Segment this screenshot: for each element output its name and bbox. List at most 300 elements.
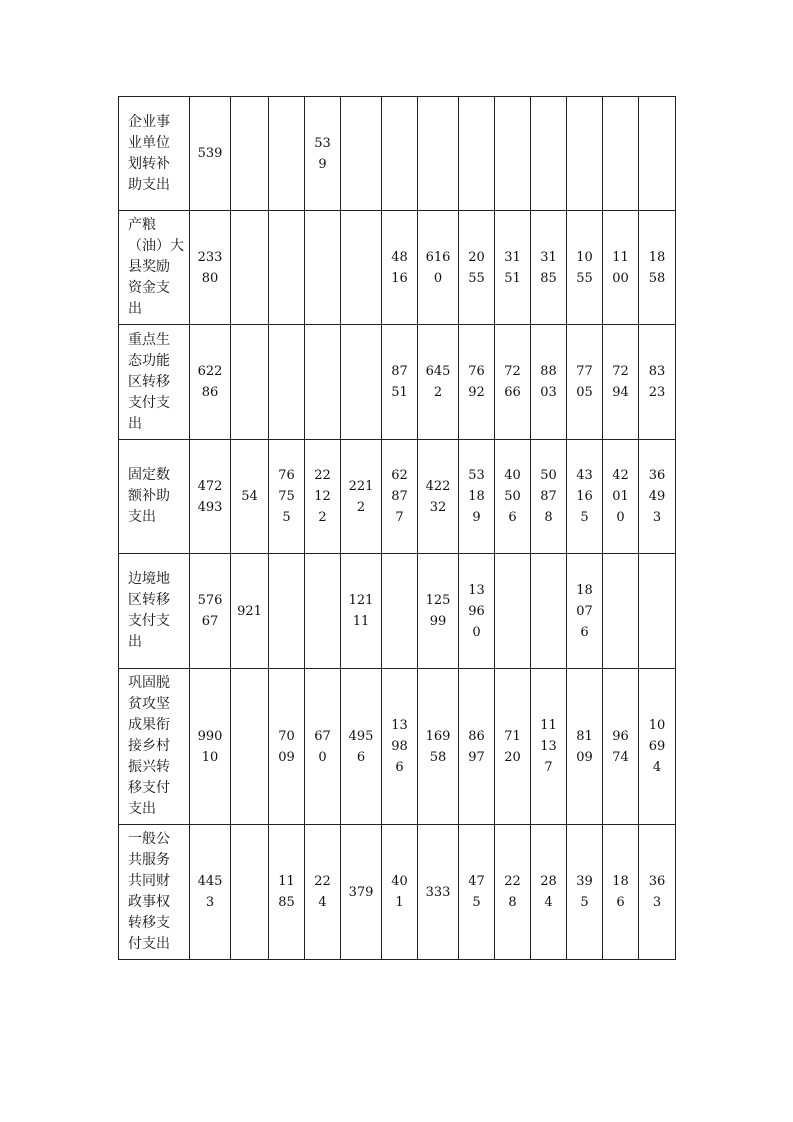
value-cell [341,669,382,825]
cell-text-line: 10 [201,749,219,765]
cell-text-line: 72 [504,364,521,379]
cell-text-line: 53 [314,135,331,151]
value-cell [190,554,231,669]
value-text [576,247,593,289]
value-text [649,361,666,403]
value-cell [418,97,459,211]
value-cell [639,211,676,325]
cell-text-line: 振兴转 [128,759,170,775]
value-cell [495,440,531,554]
cell-text-line: 39 [576,874,593,889]
value-text [426,726,451,768]
cell-text-line: 472 [197,478,223,494]
cell-text-line: 71 [504,728,521,744]
cell-text-line: 66 [504,385,521,400]
cell-text-line: 出 [128,301,142,317]
cell-text-line: 83 [648,364,666,379]
value-cell [531,554,567,669]
value-text [576,580,593,643]
cell-text-line: 巩固脱 [128,675,170,691]
value-text [241,486,258,507]
cell-text-line: 13 [468,582,485,598]
cell-text-line: 42 [612,468,629,483]
cell-text-line: 96 [468,603,485,619]
cell-text-line: 支出 [128,509,156,525]
value-text [198,871,223,913]
cell-text-line: 86 [201,385,219,400]
value-text [649,715,666,778]
cell-text-line: 87 [391,364,408,379]
cell-text-line: 8 [508,895,517,910]
cell-text-line: 0 [616,510,625,525]
cell-text-line: 态功能 [128,352,170,369]
value-text [468,247,485,289]
value-cell [231,825,269,960]
value-text [426,476,451,518]
value-text [612,361,629,403]
value-cell [269,325,305,440]
value-text [198,361,223,403]
cell-text-line: 区转移 [128,592,170,608]
cell-text-line: 76 [468,364,485,379]
cell-text-line: 出 [128,634,142,650]
cell-text-line: 22 [314,468,331,483]
cell-text-line: 55 [576,270,593,286]
value-text [426,247,451,289]
value-text [391,361,408,403]
cell-text-line: 6 [580,624,589,640]
value-cell [418,554,459,669]
value-text [426,590,451,632]
value-text [278,871,295,913]
value-cell [269,440,305,554]
row-label [119,97,190,211]
value-cell [567,325,603,440]
cell-text-line: 32 [429,499,447,515]
value-cell [459,440,495,554]
value-cell [603,825,639,960]
cell-text-line: 97 [468,749,485,765]
value-text [540,465,557,528]
cell-text-line: 169 [425,728,451,744]
cell-text-line: 2 [356,499,366,515]
value-cell [341,825,382,960]
cell-text-line: 0 [472,624,481,640]
value-cell [567,97,603,211]
value-text [314,871,331,913]
value-cell [495,825,531,960]
value-cell [603,325,639,440]
value-cell [603,440,639,554]
cell-text-line: 92 [468,385,485,400]
cell-text-line: 03 [540,385,557,400]
cell-text-line: 493 [197,499,223,515]
cell-text-line: 85 [540,270,557,286]
value-cell [269,211,305,325]
value-cell [531,211,567,325]
row-label [119,825,190,960]
cell-text-line: 62 [391,468,408,483]
cell-text-line: 31 [504,249,521,265]
value-text [468,465,485,528]
cell-text-line: 81 [576,728,593,744]
value-cell [269,669,305,825]
value-cell [305,97,341,211]
cell-text-line: 助支出 [128,176,170,193]
value-cell [567,669,603,825]
cell-text-line: 379 [348,884,374,900]
cell-text-line: 539 [197,146,223,161]
cell-text-line: 80 [201,270,219,286]
value-text [349,476,374,518]
cell-text-line: 58 [648,270,666,286]
row-label [119,669,190,825]
table-row [119,825,676,960]
value-text [198,143,223,164]
table-row [119,211,676,325]
cell-text-line: 13 [391,718,408,733]
value-cell [418,440,459,554]
cell-text-line: 企业事 [128,113,170,130]
cell-text-line: 125 [425,593,451,608]
cell-text-line: 51 [504,270,521,286]
value-cell [382,97,418,211]
cell-text-line: 22 [314,874,331,889]
value-text [649,465,666,528]
cell-text-line: 18 [468,489,485,504]
value-cell [531,97,567,211]
value-cell [305,669,341,825]
value-cell [495,97,531,211]
value-cell [531,440,567,554]
cell-text-line: 6 [616,895,625,910]
value-cell [269,97,305,211]
cell-text-line: 28 [540,874,557,889]
value-text [576,465,593,528]
value-text [468,580,485,643]
cell-text-line: 11 [612,249,629,265]
cell-text-line: 48 [391,249,408,265]
value-text [540,247,557,289]
value-text [198,476,223,518]
value-cell [231,325,269,440]
cell-text-line: 共同财 [128,873,170,889]
value-cell [341,554,382,669]
cell-text-line: 616 [425,249,451,265]
cell-text-line: 5 [282,510,291,525]
value-cell [382,669,418,825]
cell-text-line: 5 [580,895,589,910]
value-cell [382,325,418,440]
row-label [119,211,190,325]
cell-text-line: 成果衔 [128,717,170,733]
value-cell [567,554,603,669]
value-text [198,590,223,632]
value-cell [269,554,305,669]
value-cell [341,325,382,440]
cell-text-line: 6 [508,510,517,525]
value-text [468,726,485,768]
cell-text-line: 51 [391,385,408,400]
cell-text-line: 共服务 [128,852,170,868]
cell-text-line: 0 [318,749,327,765]
value-cell [531,669,567,825]
cell-text-line: 921 [237,603,262,619]
cell-text-line: 58 [429,749,447,765]
value-text [540,871,557,913]
value-cell [459,211,495,325]
cell-text-line: 16 [576,489,593,504]
cell-text-line: 50 [504,489,521,504]
value-cell [459,97,495,211]
value-text [576,361,593,403]
cell-text-line: 74 [612,749,629,765]
value-text [426,882,451,903]
cell-text-line: 20 [504,749,521,765]
value-cell [495,325,531,440]
cell-text-line: 67 [314,728,331,744]
cell-text-line: 69 [648,739,666,754]
cell-text-line: 576 [197,593,223,608]
cell-text-line: 5 [472,895,481,910]
cell-text-line: 72 [612,364,629,379]
cell-text-line: 重点生 [128,331,170,348]
row-label [119,554,190,669]
cell-text-line: 划转补 [128,155,170,172]
cell-text-line: 422 [425,478,451,494]
cell-text-line: 9 [472,510,481,525]
cell-text-line: 70 [278,728,295,744]
cell-text-line: 转移支 [128,915,170,931]
cell-text-line: 20 [468,249,485,265]
value-cell [639,825,676,960]
cell-text-line: 6 [395,760,404,775]
cell-text-line: 固定数 [128,467,170,483]
cell-text-line: 资金支 [128,280,170,296]
value-text [349,882,374,903]
cell-text-line: 54 [241,489,258,504]
value-cell [231,669,269,825]
value-text [391,715,408,778]
cell-text-line: 49 [648,489,666,504]
value-cell [305,554,341,669]
value-cell [231,97,269,211]
cell-text-line: 23 [648,385,666,400]
value-cell [495,669,531,825]
value-cell [418,325,459,440]
value-cell [459,554,495,669]
cell-text-line: 22 [504,874,521,889]
value-text [576,726,593,768]
value-text [504,871,521,913]
cell-text-line: 98 [391,739,408,754]
cell-text-line: 区转移 [128,373,170,390]
cell-text-line: 3 [205,895,215,910]
value-text [198,726,223,768]
cell-text-line: 77 [576,364,593,379]
value-text [349,590,374,632]
value-cell [603,554,639,669]
cell-text-line: 1 [395,895,404,910]
value-text [612,726,629,768]
cell-text-line: 990 [197,728,223,744]
cell-text-line: 05 [576,385,593,400]
cell-text-line: 4 [318,895,327,910]
cell-text-line: 50 [540,468,557,483]
value-text [314,133,331,175]
value-cell [603,669,639,825]
value-text [612,247,629,289]
value-cell [459,669,495,825]
cell-text-line: 18 [648,249,666,265]
cell-text-line: 3 [652,510,662,525]
value-cell [459,825,495,960]
cell-text-line: 2 [318,510,327,525]
value-text [237,601,262,622]
cell-text-line: 01 [612,489,629,504]
value-text [540,715,557,778]
cell-text-line: 移支付 [128,780,170,796]
value-cell [639,669,676,825]
value-cell [231,440,269,554]
cell-text-line: 支出 [128,801,156,817]
value-cell [231,211,269,325]
cell-text-line: 94 [612,385,629,400]
value-cell [190,325,231,440]
cell-text-line: 4 [652,760,662,775]
cell-text-line: 00 [612,270,629,286]
value-text [649,871,666,913]
cell-text-line: 445 [197,874,223,889]
value-text [314,726,331,768]
value-text [504,361,521,403]
cell-text-line: 99 [429,614,447,629]
cell-text-line: 贫攻坚 [128,696,170,712]
value-text [504,465,521,528]
value-cell [190,825,231,960]
cell-text-line: 政事权 [128,894,170,910]
value-text [278,465,295,528]
value-cell [567,211,603,325]
cell-text-line: 11 [540,718,557,733]
cell-text-line: 86 [468,728,485,744]
cell-text-line: 07 [576,603,593,619]
value-cell [639,554,676,669]
cell-text-line: 43 [576,468,593,483]
value-text [612,465,629,528]
value-text [540,361,557,403]
table-row [119,669,676,825]
table-row [119,440,676,554]
value-cell [305,440,341,554]
cell-text-line: 11 [352,614,370,629]
cell-text-line: 4 [544,895,553,910]
value-cell [531,825,567,960]
cell-text-line: 出 [128,415,142,432]
cell-text-line: 7 [395,510,404,525]
value-text [504,726,521,768]
cell-text-line: 121 [348,593,374,608]
value-cell [459,325,495,440]
cell-text-line: 6 [356,749,366,765]
value-cell [305,325,341,440]
value-cell [567,440,603,554]
value-cell [567,825,603,960]
value-cell [418,825,459,960]
value-cell [531,325,567,440]
cell-text-line: 9 [318,156,327,172]
value-cell [603,211,639,325]
value-text [349,726,374,768]
cell-text-line: 36 [648,874,666,889]
value-text [391,871,408,913]
cell-text-line: 支付支 [128,394,170,411]
value-text [468,361,485,403]
cell-text-line: 5 [580,510,589,525]
cell-text-line: 付支出 [128,936,170,952]
value-cell [190,97,231,211]
cell-text-line: 67 [201,614,219,629]
cell-text-line: 2 [433,385,443,400]
value-text [426,361,451,403]
cell-text-line: 645 [425,364,451,379]
cell-text-line: 8 [544,510,553,525]
cell-text-line: 40 [504,468,521,483]
cell-text-line: 233 [197,249,223,265]
cell-text-line: 7 [544,760,553,775]
value-text [278,726,295,768]
value-cell [190,440,231,554]
value-text [198,247,223,289]
cell-text-line: 09 [576,749,593,765]
cell-text-line: 12 [314,489,331,504]
cell-text-line: 96 [612,728,629,744]
cell-text-line: 221 [348,478,374,494]
cell-text-line: 18 [612,874,629,889]
value-cell [382,440,418,554]
cell-text-line: 县奖励 [128,259,170,275]
table-row [119,97,676,211]
value-cell [418,211,459,325]
value-cell [190,211,231,325]
cell-text-line: 18 [576,582,593,598]
value-cell [382,554,418,669]
cell-text-line: 3 [652,895,662,910]
cell-text-line: （油）大 [128,238,184,254]
cell-text-line: 55 [468,270,485,286]
row-label [119,440,190,554]
value-cell [418,669,459,825]
value-cell [305,211,341,325]
value-text [391,465,408,528]
value-cell [341,211,382,325]
value-text [612,871,629,913]
cell-text-line: 16 [391,270,408,286]
cell-text-line: 10 [576,249,593,265]
cell-text-line: 接乡村 [128,738,170,754]
cell-text-line: 0 [433,270,443,286]
cell-text-line: 36 [648,468,666,483]
cell-text-line: 额补助 [128,488,170,504]
cell-text-line: 40 [391,874,408,889]
value-cell [231,554,269,669]
value-cell [639,325,676,440]
cell-text-line: 76 [278,468,295,483]
value-cell [341,97,382,211]
cell-text-line: 75 [278,489,295,504]
value-cell [382,825,418,960]
value-text [576,871,593,913]
